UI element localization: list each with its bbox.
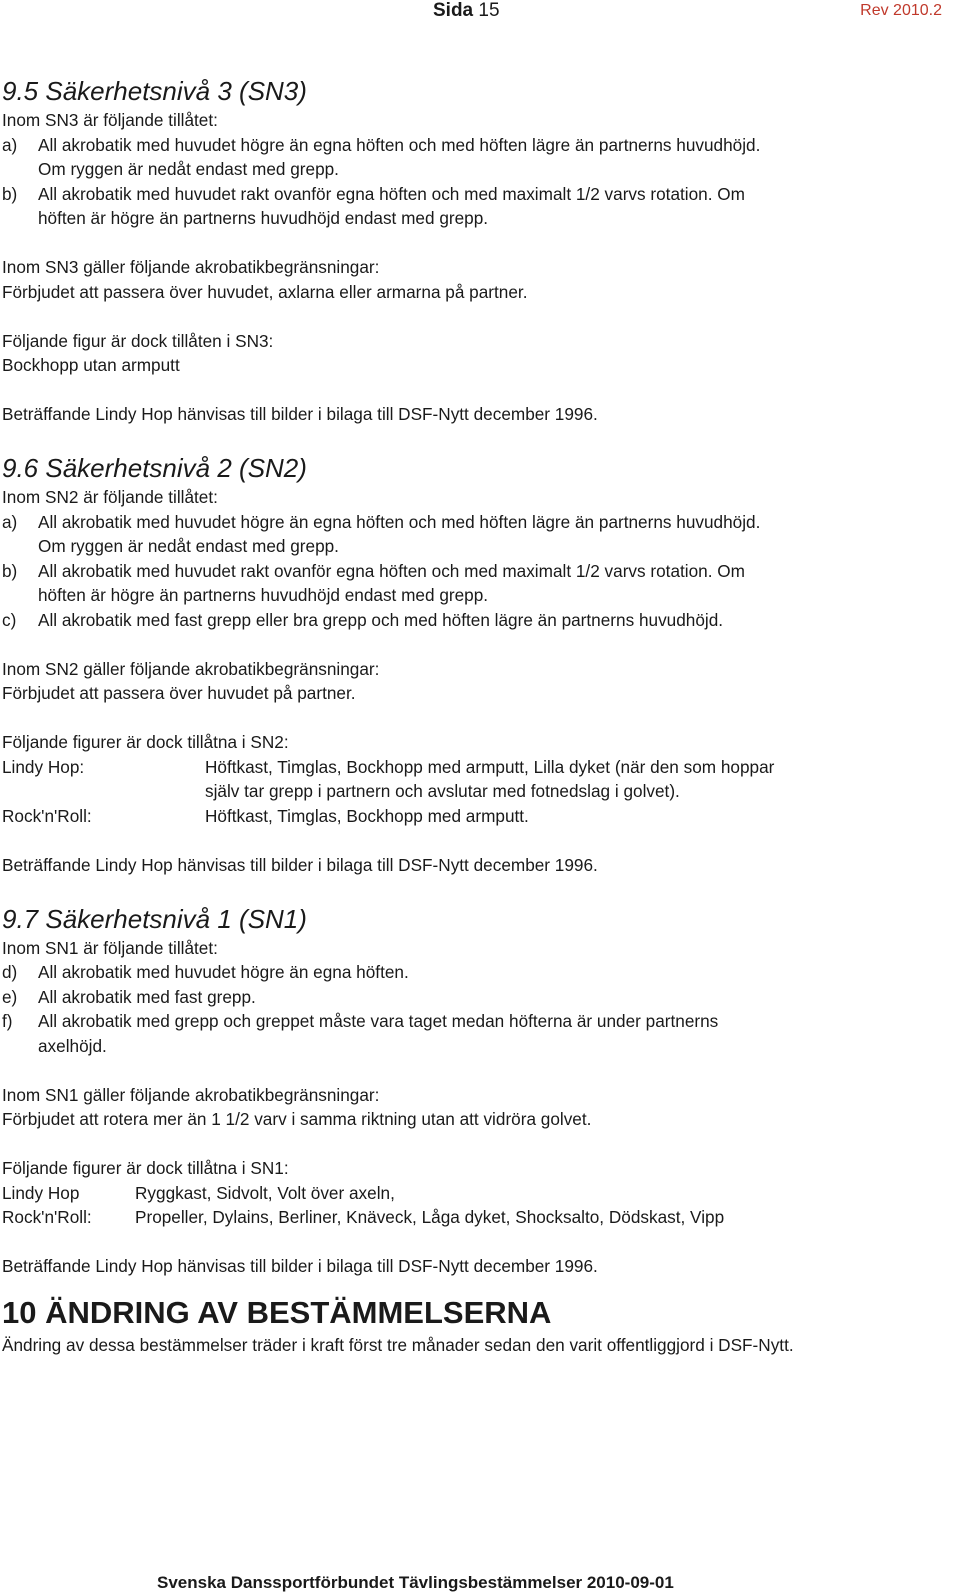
section-9-5-heading: 9.5 Säkerhetsnivå 3 (SN3) xyxy=(2,76,307,106)
list-marker: a) xyxy=(2,511,18,532)
page-number xyxy=(433,0,500,22)
section-9-6-heading: 9.6 Säkerhetsnivå 2 (SN2) xyxy=(2,453,307,483)
list-marker: b) xyxy=(2,560,18,581)
s95-allowed-text: Bockhopp utan armputt xyxy=(2,355,180,375)
list-text: All akrobatik med fast grepp eller bra grepp och med höften lägre än partnerns huvudhöjd. xyxy=(38,609,724,630)
s96-item-c xyxy=(2,608,937,633)
list-text: All akrobatik med huvudet rakt ovanför egna höften och med maximalt 1/2 varvs rotation. Om höften är högre än partnerns huvudhöjd endast med grepp. xyxy=(38,183,745,228)
list-text: All akrobatik med huvudet högre än egna höften och med höften lägre än partnerns huvudhöjd. Om ryggen är nedåt endast med grepp. xyxy=(38,511,761,556)
s96-intro: Inom SN2 är följande tillåtet: xyxy=(2,487,218,507)
s96-reference: Beträffande Lindy Hop hänvisas till bilder i bilaga till DSF-Nytt december 1996. xyxy=(2,854,598,875)
s95-intro: Inom SN3 är följande tillåtet: xyxy=(2,110,218,130)
s96-allowed-title: Följande figurer är dock tillåtna i SN2: xyxy=(2,732,289,752)
figure-label: Rock'n'Roll: xyxy=(2,805,92,826)
list-text: All akrobatik med huvudet högre än egna höften. xyxy=(38,962,409,982)
figure-list: Höftkast, Timglas, Bockhopp med armputt, Lilla dyket (när den som hoppar själv tar grepp i partnern och avslutar med fotnedslag i golvet). xyxy=(205,756,775,801)
s95-allowed-title: Följande figur är dock tillåten i SN3: xyxy=(2,330,274,351)
figure-label: Lindy Hop xyxy=(2,1182,80,1203)
s97-allowed-title: Följande figurer är dock tillåtna i SN1: xyxy=(2,1158,289,1178)
s10-text: Ändring av dessa bestämmelser träder i kraft först tre månader sedan den varit offentliggjord i DSF-Nytt. xyxy=(2,1334,794,1355)
s96-item-b xyxy=(2,559,937,608)
s97-item-d xyxy=(2,960,937,985)
figure-label: Lindy Hop: xyxy=(2,756,85,777)
list-text: All akrobatik med fast grepp. xyxy=(38,986,256,1007)
s95-limit-title: Inom SN3 gäller följande akrobatikbegränsningar: xyxy=(2,257,380,277)
figure-label: Rock'n'Roll: xyxy=(2,1207,92,1227)
s97-figure-lindy-hop xyxy=(2,1181,937,1206)
list-text: All akrobatik med grepp och greppet måste vara taget medan höfterna är under partnerns axelhöjd. xyxy=(38,1011,719,1056)
s96-item-a xyxy=(2,510,937,559)
revision-label: Rev 2010.2 xyxy=(860,2,942,19)
s96-figure-rock-n-roll xyxy=(2,804,937,829)
document-body xyxy=(2,74,937,1357)
s95-item-b xyxy=(2,182,937,231)
s97-item-e xyxy=(2,985,937,1010)
s96-limit-title: Inom SN2 gäller följande akrobatikbegränsningar: xyxy=(2,658,380,679)
list-marker: e) xyxy=(2,986,18,1007)
list-marker: b) xyxy=(2,183,18,204)
s97-intro: Inom SN1 är följande tillåtet: xyxy=(2,937,218,958)
list-text: All akrobatik med huvudet rakt ovanför egna höften och med maximalt 1/2 varvs rotation. Om höften är högre än partnerns huvudhöjd endast med grepp. xyxy=(38,560,745,605)
s96-figure-lindy-hop xyxy=(2,755,937,804)
s95-reference: Beträffande Lindy Hop hänvisas till bilder i bilaga till DSF-Nytt december 1996. xyxy=(2,404,598,424)
section-10-heading: 10 ÄNDRING AV BESTÄMMELSERNA xyxy=(2,1294,552,1330)
list-marker: c) xyxy=(2,609,17,630)
page-footer: Svenska Danssportförbundet Tävlingsbestämmelser 2010-09-01 xyxy=(157,1573,674,1592)
s97-item-f xyxy=(2,1009,937,1058)
page-number-value: 15 xyxy=(478,0,500,21)
list-marker: f) xyxy=(2,1011,13,1031)
s96-limit-text: Förbjudet att passera över huvudet på partner. xyxy=(2,683,356,703)
list-marker: a) xyxy=(2,134,18,155)
s97-limit-text: Förbjudet att rotera mer än 1 1/2 varv i samma riktning utan att vidröra golvet. xyxy=(2,1109,592,1129)
s95-item-a xyxy=(2,133,937,182)
s97-figure-rock-n-roll xyxy=(2,1205,937,1230)
list-text: All akrobatik med huvudet högre än egna höften och med höften lägre än partnerns huvudhöjd. Om ryggen är nedåt endast med grepp. xyxy=(38,134,761,179)
s95-limit-text: Förbjudet att passera över huvudet, axlarna eller armarna på partner. xyxy=(2,281,528,302)
page-header xyxy=(0,0,960,30)
s97-limit-title: Inom SN1 gäller följande akrobatikbegränsningar: xyxy=(2,1084,380,1105)
section-9-7-heading: 9.7 Säkerhetsnivå 1 (SN1) xyxy=(2,903,307,934)
list-marker: d) xyxy=(2,962,18,982)
page-label: Sida xyxy=(433,0,474,21)
figure-list: Ryggkast, Sidvolt, Volt över axeln, xyxy=(135,1182,395,1203)
s97-reference: Beträffande Lindy Hop hänvisas till bilder i bilaga till DSF-Nytt december 1996. xyxy=(2,1256,598,1276)
figure-list: Propeller, Dylains, Berliner, Knäveck, Låga dyket, Shocksalto, Dödskast, Vipp xyxy=(135,1207,725,1227)
figure-list: Höftkast, Timglas, Bockhopp med armputt. xyxy=(205,805,529,826)
